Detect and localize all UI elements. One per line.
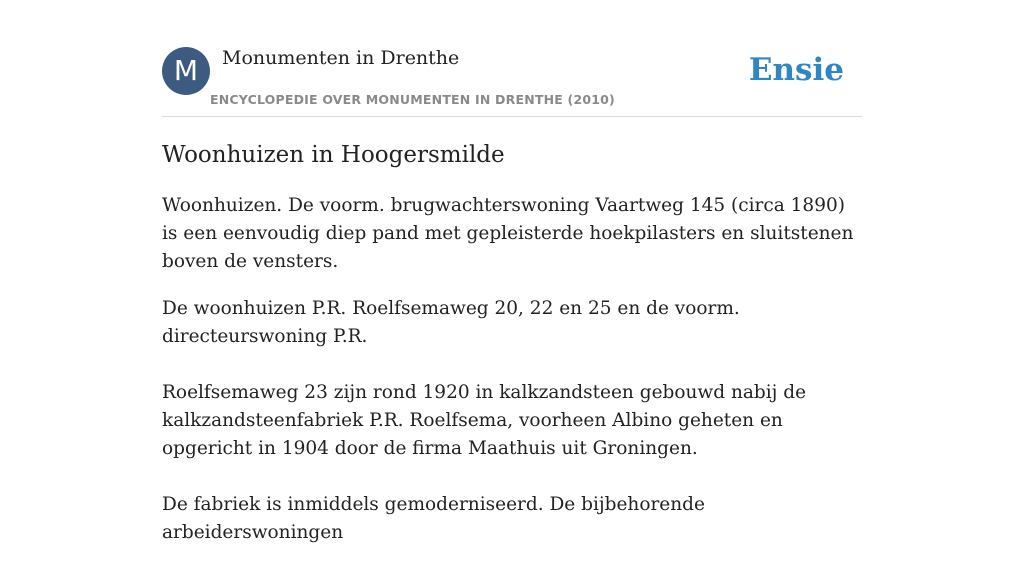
paragraph: Woonhuizen. De voorm. brugwachterswoning Vaartweg 145 (circa 1890) is een eenvoudig diep pand met gepleisterde hoekpilasters en sluitstenen boven de vensters. xyxy=(162,195,854,272)
site-title[interactable]: Monumenten in Drenthe xyxy=(222,47,460,69)
avatar[interactable]: M xyxy=(162,47,210,95)
article-title: Woonhuizen in Hoogersmilde xyxy=(162,142,505,168)
site-subtitle: ENCYCLOPEDIE OVER MONUMENTEN IN DRENTHE (2010) xyxy=(210,92,615,107)
header xyxy=(162,46,862,117)
paragraph: De woonhuizen P.R. Roelfsemaweg 20, 22 en 25 en de voorm. directeurswoning P.R. xyxy=(162,298,740,347)
brand-logo[interactable]: Ensie xyxy=(748,52,844,88)
paragraph: De fabriek is inmiddels gemoderniseerd. De bijbehorende arbeiderswoningen xyxy=(162,494,705,543)
article-body xyxy=(162,192,862,566)
paragraph: Roelfsemaweg 23 zijn rond 1920 in kalkzandsteen gebouwd nabij de kalkzandsteenfabriek P.R. Roelfsema, voorheen Albino geheten en opgericht in 1904 door de firma Maathuis uit Groningen. xyxy=(162,382,807,459)
